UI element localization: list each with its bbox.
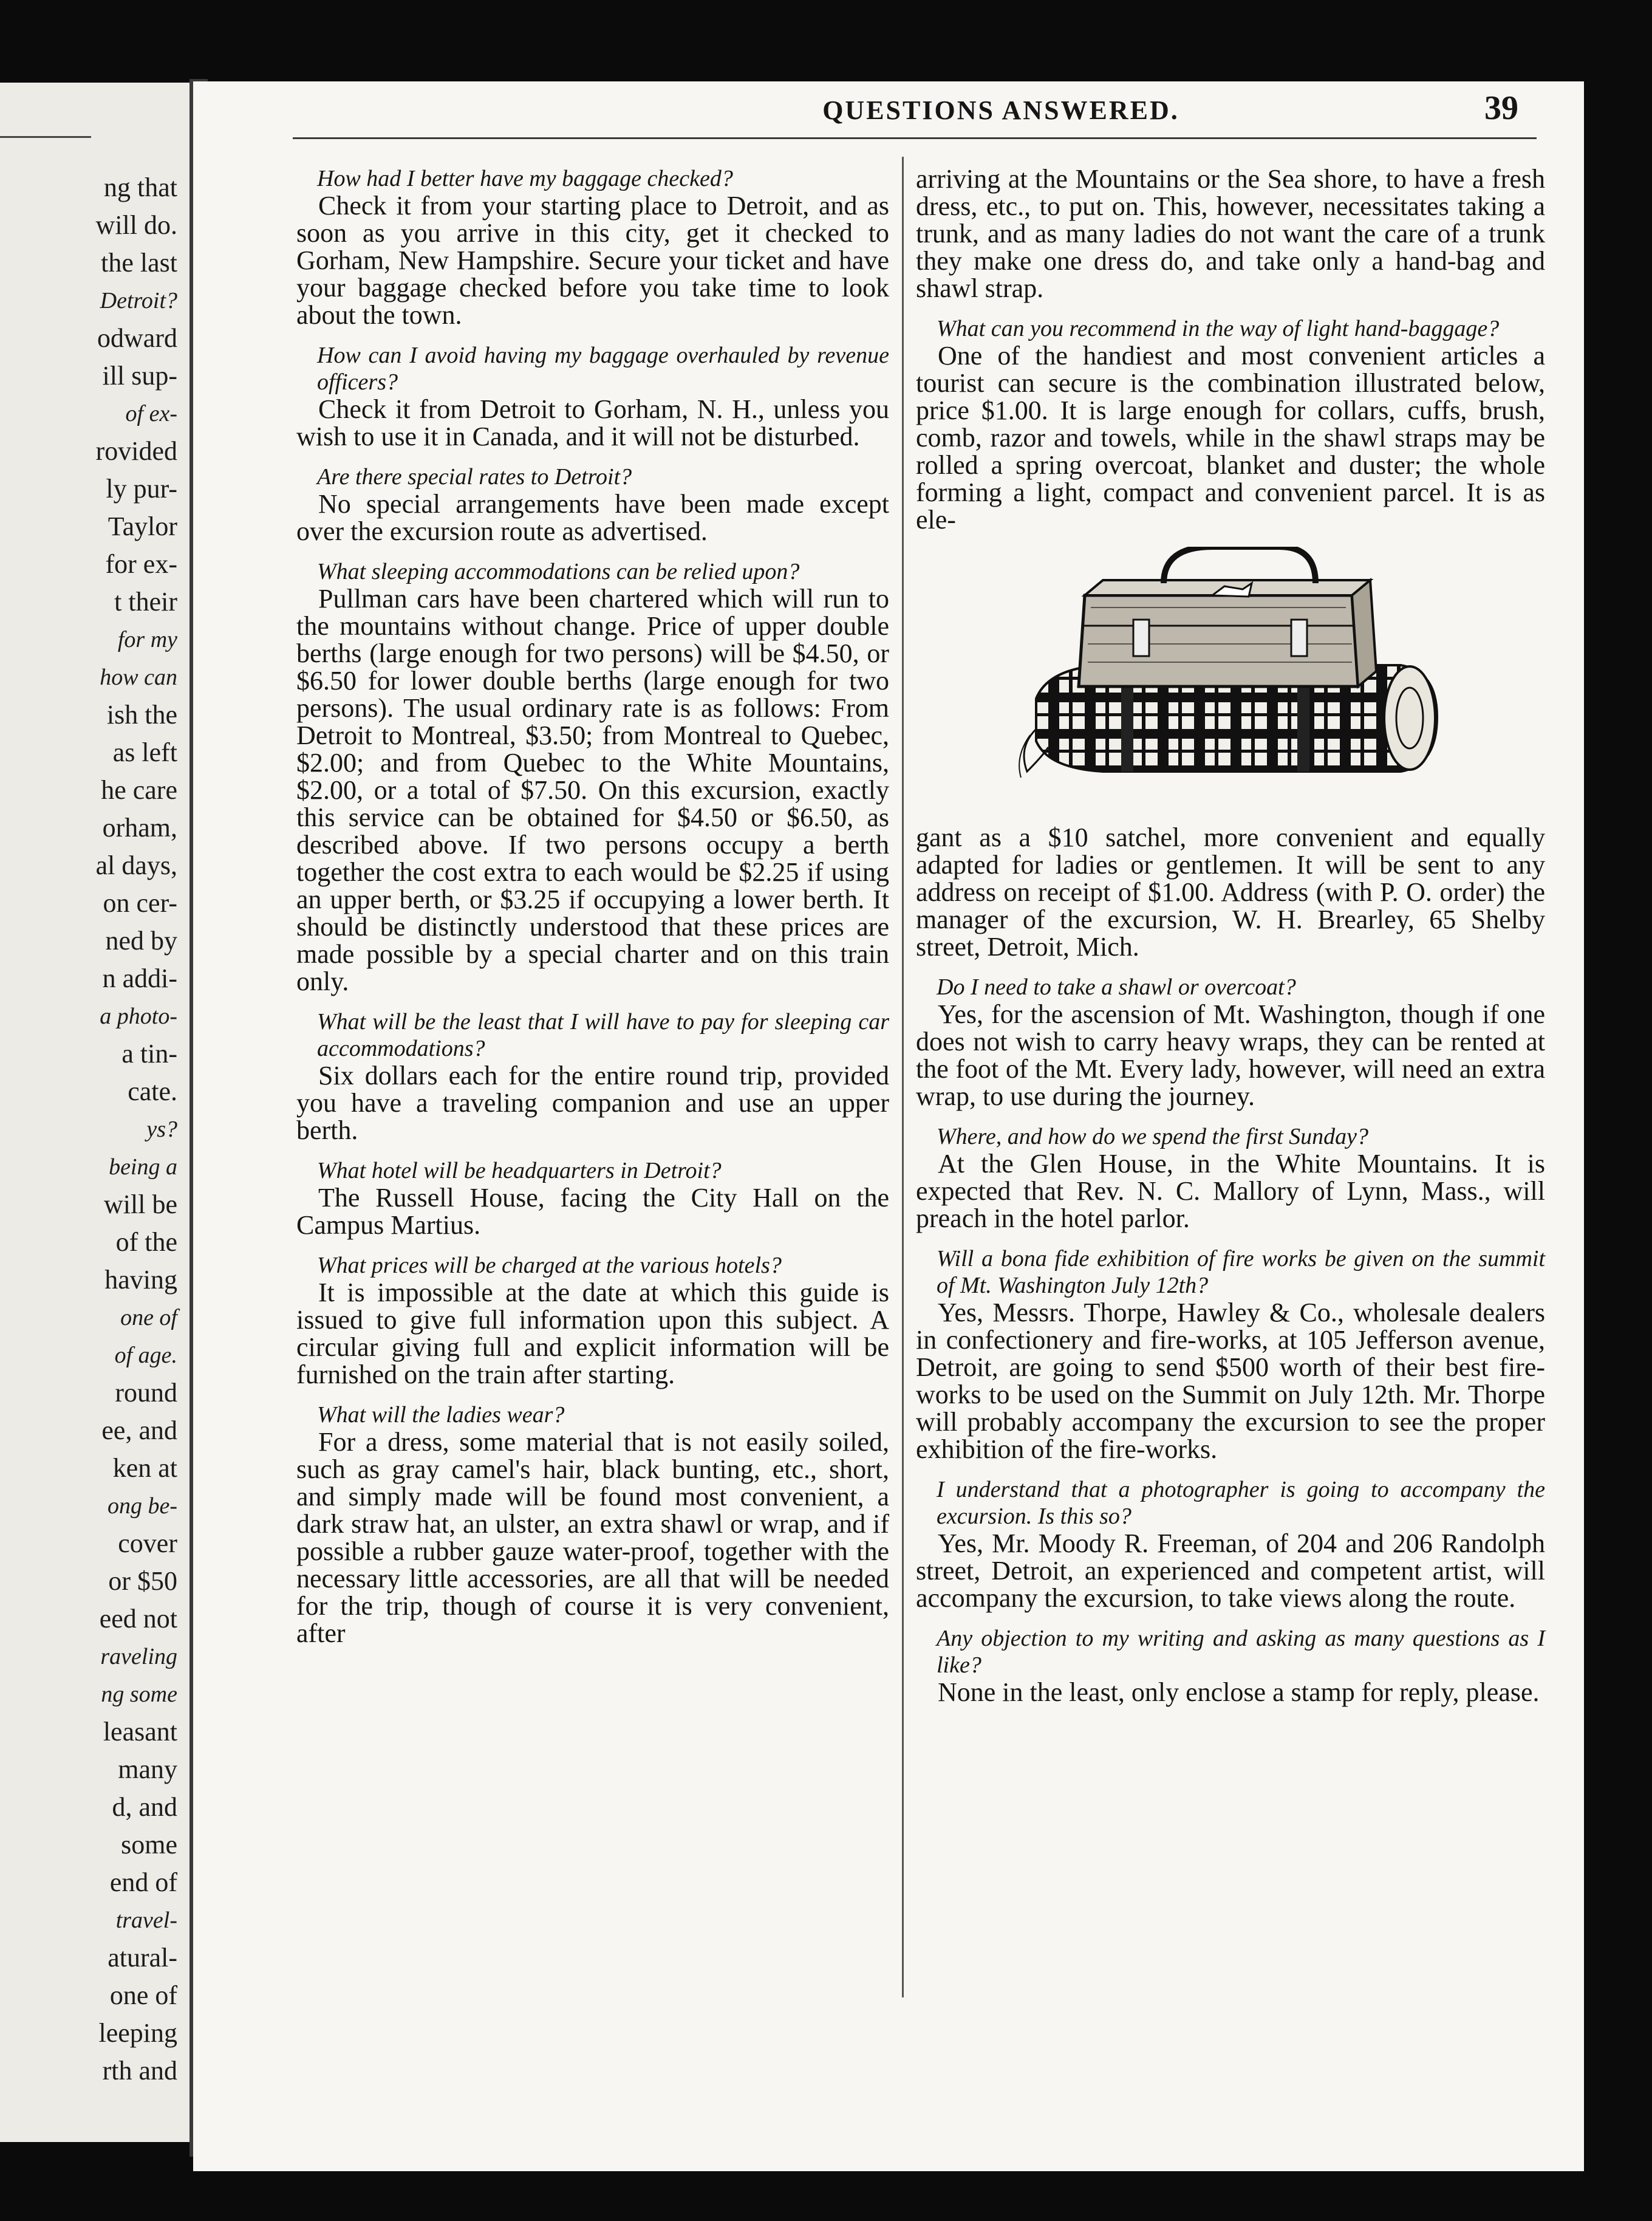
facing-page-line: of the bbox=[115, 1227, 177, 1257]
facing-page-line: n addi- bbox=[102, 963, 177, 993]
answer: Yes, for the ascension of Mt. Washington, though if one does not wish to carry heavy wraps, they can be rented at the foot of the Mt. Every lady, however, will need an extra wrap, to use during the journey. bbox=[916, 999, 1545, 1111]
facing-page-line: will be bbox=[104, 1189, 177, 1219]
continuation-paragraph: arriving at the Mountains or the Sea shore, to have a fresh dress, etc., to put on. This, however, necessitates taking a trunk, and as many ladies do not want the care of a trunk they make one dress do, and take only a hand-bag and shawl strap. bbox=[916, 164, 1545, 303]
facing-page-line: ng that bbox=[104, 173, 177, 202]
answer: Six dollars each for the entire round trip, provided you have a traveling companion and use an upper berth. bbox=[296, 1061, 889, 1145]
facing-page-line: rth and bbox=[102, 2056, 177, 2086]
facing-page-line: Detroit? bbox=[100, 288, 177, 313]
question: What hotel will be headquarters in Detroit? bbox=[317, 1158, 722, 1183]
answer: None in the least, only enclose a stamp for reply, please. bbox=[938, 1677, 1540, 1707]
facing-page-line: one of bbox=[109, 1980, 177, 2010]
facing-page-line: one of bbox=[120, 1305, 177, 1330]
facing-page-line: he care bbox=[101, 775, 177, 805]
facing-page-line: ned by bbox=[105, 926, 177, 956]
header-rule bbox=[293, 137, 1537, 139]
question: What will the ladies wear? bbox=[317, 1402, 565, 1428]
answer: Pullman cars have been chartered which will run to the mountains without change. Price of upper double berths (large enough for two persons) will be $4.50, or $6.50 for lower double berths (large enough for two persons). The usual ordinary rate is as follows: From Detroit to Montreal, $3.50; from Montreal to Quebec, $2.00; and from Quebec to the White Mountains, $2.00, or a total of $7.50. On this excursion, exactly this service can be obtained for $4.50 or $6.50, as described above. If two persons occupy a berth together the cost extra to each would be $2.25 if using an upper berth, or $3.25 if occupying a lower berth. It should be distinctly understood that these prices are made possible by a special charter and on this train only. bbox=[296, 584, 889, 996]
answer: No special arrangements have been made except over the excursion route as advertised. bbox=[296, 489, 889, 546]
facing-page-fragment bbox=[0, 83, 189, 2142]
facing-page-line: the last bbox=[101, 248, 177, 278]
facing-page-line: raveling bbox=[100, 1644, 177, 1669]
facing-page-line: leeping bbox=[98, 2018, 177, 2048]
answer: It is impossible at the date at which this guide is issued to give full information upon this subject. A circular giving full and explicit information will be furnished on the train after starting. bbox=[296, 1278, 889, 1389]
question: Any objection to my writing and asking as many questions as I like? bbox=[937, 1626, 1545, 1678]
answer: The Russell House, facing the City Hall on the Campus Martius. bbox=[296, 1183, 889, 1240]
facing-page-line: on cer- bbox=[103, 888, 177, 918]
facing-page-line: a tin- bbox=[121, 1039, 177, 1069]
facing-page-line: al days, bbox=[95, 850, 177, 880]
facing-page-line: ill sup- bbox=[102, 361, 177, 391]
facing-page-line: orham, bbox=[102, 813, 177, 843]
facing-page-line: eed not bbox=[99, 1604, 177, 1634]
after-illustration-paragraph: gant as a $10 satchel, more convenient and equally adapted for ladies or gentlemen. It will be sent to any address on receipt of $1.00. Address (with P. O. order) the manager of the excursion, W. H. Brearley, 65 Shelby street, Detroit, Mich. bbox=[916, 823, 1545, 962]
right-column bbox=[916, 165, 1545, 1719]
question: Will a bona fide exhibition of fire works be given on the summit of Mt. Washington July 12th? bbox=[937, 1246, 1545, 1298]
facing-page-line: round bbox=[115, 1378, 177, 1408]
facing-page-line: cate. bbox=[128, 1076, 177, 1106]
answer: Yes, Mr. Moody R. Freeman, of 204 and 206 Randolph street, Detroit, an experienced and competent artist, will accompany the excursion, to take views along the route. bbox=[916, 1528, 1545, 1613]
facing-page-line: cover bbox=[118, 1528, 177, 1558]
facing-page-line: ee, and bbox=[101, 1415, 177, 1445]
page-title: QUESTIONS ANSWERED. bbox=[822, 95, 1179, 125]
facing-page-line: for ex- bbox=[105, 549, 177, 579]
answer: Check it from Detroit to Gorham, N. H., unless you wish to use it in Canada, and it will not be disturbed. bbox=[296, 394, 889, 451]
satchel-with-shawl-roll-icon bbox=[1012, 547, 1449, 808]
facing-page-line: ong be- bbox=[107, 1493, 177, 1519]
question: What sleeping accommodations can be relied upon? bbox=[317, 559, 800, 584]
facing-page-line: t their bbox=[114, 587, 177, 617]
facing-page-line: many bbox=[118, 1754, 177, 1784]
facing-page-line: ish the bbox=[106, 700, 177, 730]
question: What will be the least that I will have to pay for sleeping car accommodations? bbox=[317, 1009, 889, 1061]
facing-page-line: for my bbox=[117, 627, 177, 652]
facing-page-line: will do. bbox=[95, 210, 177, 240]
facing-page-line: a photo- bbox=[100, 1004, 177, 1029]
answer: One of the handiest and most convenient articles a tourist can secure is the combination illustrated below, price $1.00. It is large enough for collars, cuffs, brush, comb, razor and towels, while in the shawl straps may be rolled a spring overcoat, blanket and duster; the whole forming a light, compact and convenient parcel. It is as ele- bbox=[916, 341, 1545, 535]
facing-page-line: travel- bbox=[115, 1908, 177, 1933]
book-page bbox=[193, 81, 1584, 2171]
facing-page-line: how can bbox=[100, 665, 177, 690]
column-divider bbox=[902, 157, 904, 1997]
facing-page-line: being a bbox=[109, 1154, 177, 1180]
answer: Yes, Messrs. Thorpe, Hawley & Co., wholesale dealers in confectionery and fire-works, at 105 Jefferson avenue, Detroit, are going to send $500 worth of their best fire-works to be used on the Summit on July 12th. Mr. Thorpe will probably accompany the excursion to see the proper exhibition of the fire-works. bbox=[916, 1298, 1545, 1464]
page-number: 39 bbox=[1484, 89, 1518, 127]
question: Do I need to take a shawl or overcoat? bbox=[937, 974, 1296, 1000]
facing-page-line: atural- bbox=[108, 1943, 177, 1973]
answer: Check it from your starting place to Detroit, and as soon as you arrive in this city, get it checked to Gorham, New Hampshire. Secure your ticket and have your baggage checked before you take time to look about the town. bbox=[296, 191, 889, 330]
left-column bbox=[296, 165, 889, 1660]
facing-page-line: having bbox=[104, 1265, 177, 1295]
question: What prices will be charged at the various hotels? bbox=[317, 1253, 782, 1278]
facing-page-line: ken at bbox=[112, 1453, 177, 1483]
facing-page-line: of age. bbox=[114, 1343, 177, 1368]
facing-page-line: rovided bbox=[95, 436, 177, 466]
facing-page-line: or $50 bbox=[108, 1566, 177, 1596]
facing-page-line: leasant bbox=[103, 1717, 177, 1747]
question: I understand that a photographer is going to accompany the excursion. Is this so? bbox=[937, 1477, 1545, 1529]
facing-page-line: odward bbox=[97, 323, 177, 353]
facing-page-line: ly pur- bbox=[106, 474, 177, 504]
facing-page-line: some bbox=[121, 1830, 177, 1860]
facing-page-line: ng some bbox=[101, 1682, 177, 1707]
facing-page-line: of ex- bbox=[125, 401, 177, 426]
facing-page-line: as left bbox=[112, 737, 177, 767]
question: Where, and how do we spend the first Sunday? bbox=[937, 1124, 1369, 1149]
question: Are there special rates to Detroit? bbox=[317, 464, 632, 490]
question: What can you recommend in the way of light hand-baggage? bbox=[937, 316, 1500, 341]
answer: For a dress, some material that is not easily soiled, such as gray camel's hair, black bunting, etc., short, and simply made will be found most convenient, a dark straw hat, an ulster, an extra shawl or wrap, and if possible a rubber gauze water-proof, together with the necessary little accessories, are all that will be needed for the trip, though of course it is very convenient, after bbox=[296, 1427, 889, 1648]
question: How can I avoid having my baggage overhauled by revenue officers? bbox=[317, 343, 889, 395]
answer: At the Glen House, in the White Mountains. It is expected that Rev. N. C. Mallory of Lynn, Mass., will preach in the hotel parlor. bbox=[916, 1149, 1545, 1233]
facing-page-line: ys? bbox=[146, 1117, 177, 1142]
facing-page-rule bbox=[0, 136, 91, 138]
facing-page-line: d, and bbox=[112, 1792, 177, 1822]
question: How had I better have my baggage checked? bbox=[317, 166, 733, 191]
facing-page-line: end of bbox=[109, 1867, 177, 1897]
facing-page-line: Taylor bbox=[108, 512, 177, 541]
